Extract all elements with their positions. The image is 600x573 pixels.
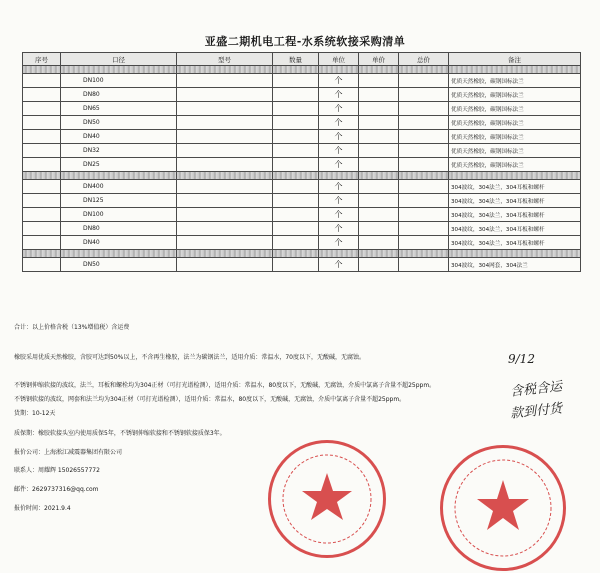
note-email: 邮件：2629737316@qq.com <box>14 486 99 493</box>
cell-unit: 个 <box>319 158 359 172</box>
cell-price <box>359 194 399 208</box>
cell-caliber: DN50 <box>61 258 177 272</box>
cell-price <box>359 88 399 102</box>
cell-total <box>399 116 449 130</box>
cell-price <box>359 208 399 222</box>
cell-remark: 优质天然橡胶，碳钢国标法兰 <box>449 130 581 144</box>
handwritten-note-2: 款到付货 <box>509 401 563 422</box>
header-price: 单价 <box>359 53 399 66</box>
cell-remark: 304波纹，304法兰，304耳板和螺杆 <box>449 208 581 222</box>
cell-model <box>177 222 273 236</box>
cell-seq <box>23 180 61 194</box>
cell-caliber: DN100 <box>61 74 177 88</box>
note-date: 报价时间：2021.9.4 <box>14 505 71 512</box>
table-row <box>23 74 581 88</box>
table-body <box>23 66 581 272</box>
cell-remark: 优质天然橡胶，碳钢国标法兰 <box>449 102 581 116</box>
shaded-separator-row <box>23 172 581 180</box>
cell-unit: 个 <box>319 180 359 194</box>
cell-seq <box>23 194 61 208</box>
note-company: 报价公司：上海淞江减震器集团有限公司 <box>14 449 123 456</box>
note-rubber: 橡胶采用优质天然橡胶，含胶可达到50%以上，不含再生橡胶，法兰为碳钢法兰，适用介质：常温水，70度以下，无酸碱，无腐蚀。 <box>14 354 365 361</box>
cell-remark: 304波纹，304法兰，304耳板和螺杆 <box>449 222 581 236</box>
shaded-separator-row <box>23 66 581 74</box>
cell-total <box>399 158 449 172</box>
cell-caliber: DN50 <box>61 116 177 130</box>
cell-remark: 304波纹，304法兰，304耳板和螺杆 <box>449 180 581 194</box>
cell-total <box>399 258 449 272</box>
cell-total <box>399 180 449 194</box>
seal-star-icon <box>271 443 383 555</box>
cell-remark: 优质天然橡胶，碳钢国标法兰 <box>449 74 581 88</box>
seal-star-icon-2 <box>443 448 563 568</box>
cell-unit: 个 <box>319 208 359 222</box>
purchase-table <box>22 52 581 272</box>
cell-seq <box>23 144 61 158</box>
cell-price <box>359 236 399 250</box>
cell-caliber: DN100 <box>61 208 177 222</box>
table-row <box>23 130 581 144</box>
header-unit: 单位 <box>319 53 359 66</box>
cell-qty <box>273 158 319 172</box>
cell-remark: 优质天然橡胶，碳钢国标法兰 <box>449 116 581 130</box>
cell-caliber: DN65 <box>61 102 177 116</box>
cell-model <box>177 144 273 158</box>
header-remark: 备注 <box>449 53 581 66</box>
cell-unit: 个 <box>319 258 359 272</box>
cell-seq <box>23 236 61 250</box>
cell-unit: 个 <box>319 236 359 250</box>
cell-caliber: DN400 <box>61 180 177 194</box>
cell-model <box>177 74 273 88</box>
cell-caliber: DN40 <box>61 236 177 250</box>
handwritten-note-1: 含税含运 <box>509 379 563 400</box>
cell-caliber: DN80 <box>61 88 177 102</box>
cell-qty <box>273 194 319 208</box>
cell-total <box>399 74 449 88</box>
table-header-row <box>23 53 581 66</box>
cell-qty <box>273 88 319 102</box>
cell-total <box>399 208 449 222</box>
cell-seq <box>23 102 61 116</box>
note-contact: 联系人：周耀辉 15026557772 <box>14 467 100 474</box>
cell-model <box>177 258 273 272</box>
table-row <box>23 222 581 236</box>
cell-price <box>359 74 399 88</box>
contract-seal-stamp <box>440 445 566 571</box>
cell-qty <box>273 258 319 272</box>
cell-price <box>359 222 399 236</box>
cell-remark: 304波纹，304法兰，304耳板和螺杆 <box>449 236 581 250</box>
document-title: 亚盛二期机电工程-水系统软接采购清单 <box>204 35 406 48</box>
cell-seq <box>23 130 61 144</box>
cell-remark: 优质天然橡胶，碳钢国标法兰 <box>449 158 581 172</box>
cell-remark: 304波纹，304网套，304法兰 <box>449 258 581 272</box>
cell-qty <box>273 130 319 144</box>
cell-seq <box>23 158 61 172</box>
cell-total <box>399 130 449 144</box>
cell-qty <box>273 222 319 236</box>
cell-unit: 个 <box>319 88 359 102</box>
cell-remark: 优质天然橡胶，碳钢国标法兰 <box>449 88 581 102</box>
table-row <box>23 88 581 102</box>
cell-total <box>399 144 449 158</box>
table-row <box>23 116 581 130</box>
cell-total <box>399 236 449 250</box>
cell-qty <box>273 180 319 194</box>
cell-seq <box>23 74 61 88</box>
cell-unit: 个 <box>319 194 359 208</box>
cell-model <box>177 116 273 130</box>
cell-seq <box>23 222 61 236</box>
cell-model <box>177 208 273 222</box>
table-row <box>23 208 581 222</box>
total-line: 合计：以上价格含税（13%增值税）含运费 <box>14 324 130 331</box>
cell-price <box>359 144 399 158</box>
cell-unit: 个 <box>319 222 359 236</box>
cell-total <box>399 194 449 208</box>
cell-price <box>359 116 399 130</box>
cell-model <box>177 130 273 144</box>
table-row <box>23 194 581 208</box>
note-braided: 不锈钢软接的波纹，网套和法兰均为304正材（可打光谱检测），适用介质：常温水，80度以下，无酸碱，无腐蚀，介质中氯离子含量不超25ppm。 <box>14 396 406 403</box>
table-row <box>23 102 581 116</box>
cell-qty <box>273 102 319 116</box>
cell-price <box>359 102 399 116</box>
cell-price <box>359 158 399 172</box>
cell-unit: 个 <box>319 116 359 130</box>
cell-model <box>177 236 273 250</box>
cell-unit: 个 <box>319 74 359 88</box>
cell-caliber: DN80 <box>61 222 177 236</box>
shaded-separator-row <box>23 250 581 258</box>
header-total: 总价 <box>399 53 449 66</box>
cell-model <box>177 88 273 102</box>
cell-remark: 优质天然橡胶，碳钢国标法兰 <box>449 144 581 158</box>
table-row <box>23 144 581 158</box>
table-row <box>23 180 581 194</box>
cell-seq <box>23 116 61 130</box>
cell-caliber: DN125 <box>61 194 177 208</box>
cell-remark: 304波纹，304法兰，304耳板和螺杆 <box>449 194 581 208</box>
cell-unit: 个 <box>319 144 359 158</box>
cell-seq <box>23 208 61 222</box>
cell-total <box>399 222 449 236</box>
cell-qty <box>273 74 319 88</box>
cell-qty <box>273 236 319 250</box>
cell-model <box>177 194 273 208</box>
cell-price <box>359 130 399 144</box>
table-row <box>23 258 581 272</box>
cell-caliber: DN32 <box>61 144 177 158</box>
company-seal-stamp <box>268 440 386 558</box>
cell-seq <box>23 258 61 272</box>
cell-price <box>359 258 399 272</box>
cell-unit: 个 <box>319 102 359 116</box>
cell-seq <box>23 88 61 102</box>
table-row <box>23 236 581 250</box>
cell-qty <box>273 208 319 222</box>
cell-price <box>359 180 399 194</box>
table-row <box>23 158 581 172</box>
cell-unit: 个 <box>319 130 359 144</box>
cell-model <box>177 180 273 194</box>
header-model: 型号 <box>177 53 273 66</box>
cell-model <box>177 158 273 172</box>
cell-total <box>399 88 449 102</box>
cell-caliber: DN25 <box>61 158 177 172</box>
cell-total <box>399 102 449 116</box>
note-delivery: 货期：10-12天 <box>14 410 56 417</box>
cell-qty <box>273 116 319 130</box>
handwritten-date: 9/12 <box>508 352 535 366</box>
cell-model <box>177 102 273 116</box>
note-warranty: 质保期：橡胶软接头室内使用质保5年，不锈钢伸缩软接和不锈钢软接质保3年。 <box>14 430 226 437</box>
note-bellows: 不锈钢伸缩软接的波纹，法兰，耳板和螺栓均为304正材（可打光谱检测），适用介质：常温水，80度以下，无酸碱，无腐蚀，介质中氯离子含量不超25ppm。 <box>14 382 436 389</box>
cell-caliber: DN40 <box>61 130 177 144</box>
header-caliber: 口径 <box>61 53 177 66</box>
header-qty: 数量 <box>273 53 319 66</box>
cell-qty <box>273 144 319 158</box>
header-seq: 序号 <box>23 53 61 66</box>
